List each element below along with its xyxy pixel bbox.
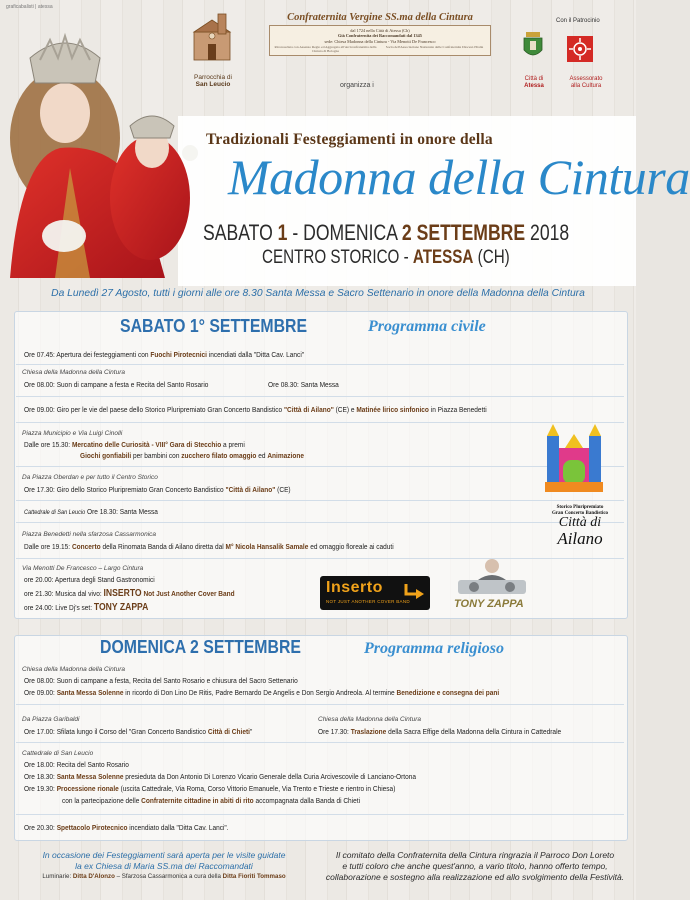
sun-event-3 (24, 727, 252, 736)
event-highlight: Matinée lirico sinfonico (356, 405, 429, 414)
event-highlight: - VIII° Gara di Stecchio (151, 440, 222, 449)
event-text: della Sacra Effige della Madonna della Cintura in Cattedrale (388, 727, 562, 736)
sat-location-6: Cattedrale di San Leucio (24, 509, 86, 516)
footer-right (316, 850, 634, 883)
sun-event-7 (24, 784, 395, 793)
parish-name: San Leucio (195, 81, 231, 88)
confraternity-box (269, 25, 491, 56)
confraternity-block (255, 12, 505, 56)
place-name: ATESSA (412, 247, 474, 268)
event-highlight: Confraternite cittadine in abiti di rito (141, 796, 254, 805)
divider (16, 522, 624, 523)
band-logo-city-name: Ailano (557, 529, 603, 548)
event-text: ed omaggio floreale ai caduti (310, 542, 394, 551)
sun-event-6 (24, 772, 416, 781)
saturday-program-label: Programma civile (368, 318, 486, 335)
assessorato-logo-icon (567, 36, 593, 62)
divider (16, 742, 624, 743)
sat-location-2: Chiesa della Madonna della Cintura (22, 369, 125, 376)
inserto-logo-sub: NOT JUST ANOTHER COVER BAND (326, 599, 410, 604)
divider (16, 396, 624, 397)
sat-event-7 (24, 542, 394, 551)
event-text: (CE) (277, 485, 291, 494)
banner-title: Madonna della Cintura (228, 149, 690, 205)
sun-event-8 (24, 823, 229, 832)
dj-logo-name: TONY ZAPPA (454, 598, 524, 610)
assessorato-line-1: Assessorato (569, 76, 603, 82)
inserto-logo (320, 576, 430, 610)
sat-event-5 (24, 485, 291, 494)
bouncy-castle-image (545, 420, 603, 492)
date-prefix: SABATO (203, 220, 273, 245)
event-highlight: Giochi gonfiabili (80, 451, 132, 460)
event-time: Ore 08.30: (268, 380, 299, 389)
city-name: Atessa (524, 83, 544, 89)
event-text: Live Dj's set: (55, 603, 93, 612)
event-highlight: Concerto (71, 542, 101, 551)
sun-location-1: Chiesa della Madonna della Cintura (22, 666, 125, 673)
event-highlight: Benedizione e consegna dei pani (396, 688, 500, 697)
event-text: per bambini con (132, 451, 180, 460)
event-highlight: INSERTO (103, 588, 142, 599)
event-highlight: Città di Chieti (207, 727, 250, 736)
event-time: Ore 08.00: (24, 380, 55, 389)
sun-event-2 (24, 688, 499, 697)
footer-lights-credit (22, 873, 307, 880)
sat-event-8 (24, 575, 155, 584)
event-highlight: Santa Messa Solenne (56, 688, 124, 697)
inserto-logo-word: Inserto (326, 579, 383, 596)
lights-label: Luminarie: (42, 873, 72, 880)
info-line: Da Lunedì 27 Agosto, tutti i giorni alle ore 8.30 Santa Messa e Sacro Settenario in onore della Madonna della Cintura (51, 288, 585, 299)
sun-event-5 (24, 760, 129, 769)
sun-location-3: Da Piazza Garibaldi (22, 716, 80, 723)
banner-subtitle: Tradizionali Festeggiamenti in onore della (206, 131, 493, 148)
place-prefix: CENTRO STORICO - (262, 247, 409, 268)
event-time: ore 24.00: (24, 603, 54, 612)
event-text: " (249, 727, 253, 736)
event-time: Ore 17.30: (24, 485, 55, 494)
box-line-3: sede: Chiesa Madonna della Cintura - Via Menotti De Francesco (324, 38, 436, 44)
event-dates (203, 220, 569, 246)
organizza-label: organizza i (340, 82, 374, 89)
event-highlight: Mercatino delle Curiosità (71, 440, 150, 449)
date-day-2: 2 SETTEMBRE (401, 220, 526, 245)
band-logo-line-1: Storico Pluripremiato (556, 505, 604, 510)
event-text: Suon di campane a festa, Recita del Santo Rosario e chiusura del Sacro Settenario (56, 676, 298, 685)
event-time: Ore 20.30: (24, 823, 55, 832)
event-text: Recita del Santo Rosario (56, 760, 129, 769)
sun-event-7-line2 (62, 796, 360, 805)
arrow-icon (402, 580, 426, 604)
footer-left-line-2: la ex Chiesa di Maria SS.ma dei Raccomandati (75, 861, 253, 871)
assessorato-label (562, 76, 610, 90)
sat-event-3 (24, 405, 487, 414)
event-text: Giro dello Storico Pluripremiato Gran Concerto Bandistico (56, 485, 224, 494)
event-text: Santa Messa (119, 507, 158, 516)
saturday-heading: SABATO 1° SETTEMBRE (120, 316, 308, 336)
event-highlight: Not Just Another Cover Band (143, 589, 235, 598)
event-highlight: "Città di Ailano" (283, 405, 334, 414)
sat-event-4 (24, 440, 245, 449)
sat-event-2 (24, 380, 208, 389)
sat-event-2b (268, 380, 339, 389)
box-line-2: Già Confraternita dei Raccomandati dal 1345 (338, 33, 422, 39)
sunday-heading: DOMENICA 2 SETTEMBRE (100, 637, 301, 657)
divider (16, 704, 624, 705)
confraternity-title: Confraternita Vergine SS.ma della Cintura (287, 12, 473, 23)
date-day-1: 1 (277, 220, 288, 245)
event-time: Ore 07.45: (24, 350, 55, 359)
city-label (516, 76, 552, 90)
event-time: Dalle ore 19.15: (24, 542, 71, 551)
footer-right-line-3: collaborazione e sostegno alla realizzazione ed allo svolgimento della Festività. (325, 872, 625, 882)
event-time: ore 21.30: (24, 589, 54, 598)
event-time: Ore 19.30: (24, 784, 55, 793)
event-text: a premi (223, 440, 245, 449)
event-time: Dalle ore 15.30: (24, 440, 71, 449)
sat-event-1 (24, 350, 304, 359)
sat-event-4-line2 (80, 451, 304, 460)
lights-text: – Sfarzosa Cassarmonica a cura della (116, 873, 221, 880)
event-place (262, 247, 510, 269)
city-label-line: Città di (524, 76, 544, 82)
sat-location-4: Piazza Municipio e Via Luigi Cinolli (22, 430, 123, 437)
sunday-program-label: Programma religioso (364, 640, 505, 657)
event-text: (CE) e (335, 405, 355, 414)
event-text: incendiati dalla "Ditta Cav. Lanci" (208, 350, 305, 359)
date-year: 2018 (530, 220, 570, 245)
band-logo-city-label: Città di (558, 515, 602, 530)
event-highlight: Animazione (267, 451, 304, 460)
event-highlight: zucchero filato omaggio (181, 451, 257, 460)
event-text: con la partecipazione delle (62, 796, 140, 805)
designer-credit: graficabalisti | atessa (6, 4, 53, 10)
sun-location-4: Chiesa della Madonna della Cintura (318, 716, 421, 723)
event-text: Apertura dei festeggiamenti con (56, 350, 149, 359)
parish-label-line: Parrocchia di (194, 74, 232, 81)
sat-event-9 (24, 589, 235, 598)
band-logo (540, 505, 620, 547)
event-highlight: Processione rionale (56, 784, 119, 793)
sun-event-1 (24, 676, 298, 685)
event-text: Sfilata lungo il Corso del "Gran Concerto Bandistico (56, 727, 207, 736)
event-text: (uscita Cattedrale, Via Roma, Corso Vittorio Emanuele, Via Trento e Trieste e rientro in Chiesa) (120, 784, 396, 793)
event-text: in ricordo di Don Lino De Ritis, Padre Bernardo De Angelis e Don Sergio Andreola. Al termine (125, 688, 395, 697)
place-suffix: (CH) (477, 247, 510, 268)
event-time: Ore 08.00: (24, 676, 55, 685)
event-text: incendiato dalla "Ditta Cav. Lanci". (129, 823, 229, 832)
sat-location-8: Via Menotti De Francesco – Largo Cintura (22, 565, 144, 572)
event-highlight: Santa Messa Solenne (56, 772, 124, 781)
footer-left (14, 850, 314, 872)
divider (16, 814, 624, 815)
event-highlight: Fuochi Pirotecnici (150, 350, 207, 359)
event-text: Giro per le vie del paese dello Storico Pluripremiato Gran Concerto Bandistico (56, 405, 283, 414)
event-text: della Rinomata Banda di Ailano diretta dal (102, 542, 224, 551)
event-highlight: "Città di Ailano" (225, 485, 276, 494)
assessorato-line-2: alla Cultura (570, 83, 602, 89)
event-text: Santa Messa (300, 380, 339, 389)
lights-company: Ditta D'Alonzo (72, 873, 115, 880)
event-time: Ore 09.00: (24, 405, 55, 414)
sun-event-4 (318, 727, 561, 736)
event-text: presieduta da Don Antonio Di Lorenzo Vicario Generale della Curia Arcivescovile di Lanciano-Ortona (125, 772, 416, 781)
madonna-statue-image (0, 18, 210, 280)
event-text: in Piazza Benedetti (430, 405, 487, 414)
box-line-1: dal 1724 nella Città di Atessa (Ch) (350, 28, 410, 33)
footer-right-line-2: e tutti coloro che anche quest'anno, a vario titolo, hanno offerto tempo, (342, 861, 608, 871)
footer-left-line-1: In occasione dei Festeggiamenti sarà aperta per le visite guidate (42, 850, 286, 860)
event-highlight: Traslazione (350, 727, 387, 736)
sun-location-5: Cattedrale di San Leucio (22, 750, 94, 757)
event-text: Suon di campane a festa e Recita del Santo Rosario (56, 380, 209, 389)
event-time: Ore 17.00: (24, 727, 55, 736)
event-highlight: M° Nicola Hansalik Samale (225, 542, 309, 551)
box-small-1: Riconosciuta con Assenso Regio ed Aggregata all'Arciconfraternita della Cintura di Bologna (274, 44, 377, 54)
divider (16, 422, 624, 423)
date-mid: - DOMENICA (292, 220, 398, 245)
footer-right-line-1: Il comitato della Confraternita della Cintura ringrazia il Parroco Don Loreto (335, 850, 615, 860)
divider (16, 364, 624, 365)
event-text: Musica dal vivo: (55, 589, 102, 598)
event-highlight: Spettacolo Pirotecnico (56, 823, 128, 832)
box-small-2: Socia dell'Associazione Nazionale delle Confraternite Diocesi d'Italia (385, 44, 484, 49)
event-text: ed (258, 451, 266, 460)
city-crest-icon (522, 32, 544, 60)
divider (16, 500, 624, 501)
sat-event-6 (24, 507, 158, 517)
event-time: Ore 18.30: (24, 772, 55, 781)
sat-location-7: Piazza Benedetti nella sfarzosa Cassarmonica (22, 531, 157, 538)
divider (16, 466, 624, 467)
event-highlight: TONY ZAPPA (93, 602, 149, 613)
cassarmonica-company: Ditta Fioriti Tommaso (222, 873, 286, 880)
event-time: Ore 17.30: (318, 727, 349, 736)
event-text: accompagnata dalla Banda di Chieti (255, 796, 361, 805)
patronage-label: Con il Patrocinio (556, 18, 600, 24)
band-logo-line-2: Gran Concerto Bandistico (551, 510, 609, 516)
sat-location-5: Da Piazza Oberdan e per tutto il Centro Storico (22, 474, 158, 481)
event-time: Ore 18.00: (24, 760, 55, 769)
event-time: Ore 18.30: (87, 507, 118, 516)
event-time: Ore 09.00: (24, 688, 55, 697)
event-time: ore 20.00: (24, 575, 54, 584)
event-text: Apertura degli Stand Gastronomici (54, 575, 155, 584)
sat-event-10 (24, 603, 148, 612)
